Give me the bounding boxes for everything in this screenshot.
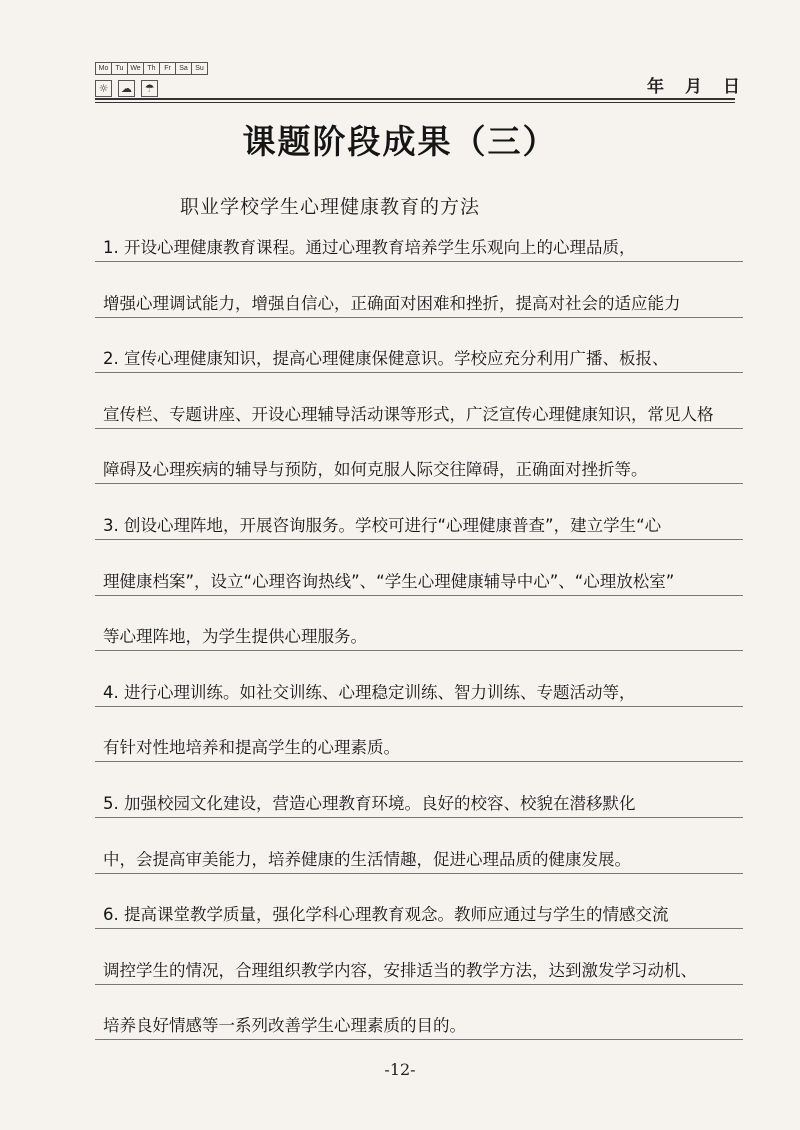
weekday-tu: Tu	[112, 63, 128, 74]
weekday-boxes	[95, 62, 208, 75]
line-text: 有针对性地培养和提高学生的心理素质。	[103, 738, 400, 758]
cloud-icon: ☁	[118, 80, 135, 97]
weekday-su: Su	[192, 63, 208, 74]
line-text: 理健康档案”，设立“心理咨询热线”、“学生心理健康辅导中心”、“心理放松室”	[103, 571, 675, 591]
weekday-we: We	[128, 63, 144, 74]
ruled-line	[95, 317, 743, 318]
text-line	[95, 333, 743, 373]
line-text: 6. 提高课堂教学质量，强化学科心理教育观念。教师应通过与学生的情感交流	[103, 905, 669, 925]
text-line	[95, 945, 743, 985]
text-line	[95, 556, 743, 596]
ruled-line	[95, 817, 743, 818]
text-line	[95, 389, 743, 429]
page-number: -12-	[384, 1060, 416, 1079]
ruled-line	[95, 984, 743, 985]
line-text: 2. 宣传心理健康知识，提高心理健康保健意识。学校应充分利用广播、板报、	[103, 349, 669, 369]
text-line	[95, 1000, 743, 1040]
header-divider-thin	[95, 102, 735, 103]
text-line	[95, 611, 743, 651]
ruled-line	[95, 539, 743, 540]
text-line	[95, 834, 743, 874]
ruled-line	[95, 595, 743, 596]
line-text: 培养良好情感等一系列改善学生心理素质的目的。	[103, 1016, 466, 1036]
sun-icon: ☼	[95, 80, 112, 97]
line-text: 4. 进行心理训练。如社交训练、心理稳定训练、智力训练、专题活动等，	[103, 682, 636, 702]
ruled-line	[95, 706, 743, 707]
subtitle: 职业学校学生心理健康教育的方法	[180, 196, 481, 218]
ruled-line	[95, 261, 743, 262]
ruled-line	[95, 928, 743, 929]
ruled-line	[95, 428, 743, 429]
ruled-line	[95, 873, 743, 874]
weather-icons	[95, 80, 158, 97]
rain-icon: ☂	[141, 80, 158, 97]
text-line	[95, 222, 743, 262]
text-line	[95, 722, 743, 762]
ruled-line	[95, 372, 743, 373]
line-text: 宣传栏、专题讲座、开设心理辅导活动课等形式，广泛宣传心理健康知识，常见人格	[103, 404, 714, 424]
line-text: 增强心理调试能力，增强自信心，正确面对困难和挫折，提高对社会的适应能力	[103, 293, 681, 313]
text-line	[95, 500, 743, 540]
weekday-sa: Sa	[176, 63, 192, 74]
line-text: 3. 创设心理阵地，开展咨询服务。学校可进行“心理健康普查”，建立学生“心	[103, 516, 662, 535]
ruled-line	[95, 483, 743, 484]
line-text: 等心理阵地，为学生提供心理服务。	[103, 627, 367, 647]
text-line	[95, 278, 743, 318]
ruled-line	[95, 1039, 743, 1040]
weekday-mo: Mo	[96, 63, 112, 74]
line-text: 障碍及心理疾病的辅导与预防，如何克服人际交往障碍，正确面对挫折等。	[103, 460, 648, 480]
line-text: 1. 开设心理健康教育课程。通过心理教育培养学生乐观向上的心理品质，	[103, 238, 636, 257]
ruled-line	[95, 761, 743, 762]
date-label: 年 月 日	[647, 77, 742, 97]
text-line	[95, 667, 743, 707]
weekday-th: Th	[144, 63, 160, 74]
text-line	[95, 444, 743, 484]
header-divider	[95, 98, 735, 100]
weekday-fr: Fr	[160, 63, 176, 74]
text-line	[95, 778, 743, 818]
line-text: 中，会提高审美能力，培养健康的生活情趣，促进心理品质的健康发展。	[103, 849, 631, 869]
line-text: 5. 加强校园文化建设，营造心理教育环境。良好的校容、校貌在潜移默化	[103, 794, 636, 813]
text-line	[95, 889, 743, 929]
line-text: 调控学生的情况，合理组织教学内容，安排适当的教学方法，达到激发学习动机、	[103, 960, 697, 980]
page-title: 课题阶段成果（三）	[242, 122, 558, 161]
ruled-line	[95, 650, 743, 651]
